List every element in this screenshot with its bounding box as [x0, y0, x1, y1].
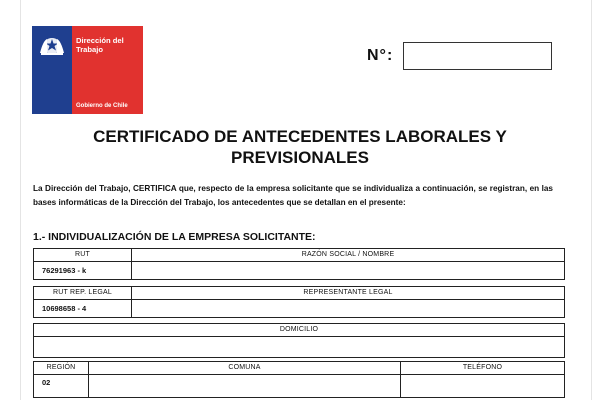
rut-value: 76291963 - k: [34, 262, 132, 279]
region-header: REGIÓN: [34, 362, 89, 374]
logo-footer: Gobierno de Chile: [76, 103, 128, 109]
region-value: 02: [34, 375, 89, 397]
direccion-del-trabajo-logo: [32, 26, 143, 114]
rut-rep-value: 10698658 - 4: [34, 300, 132, 317]
logo-blue-block: [32, 26, 72, 114]
title-line2: PREVISIONALES: [231, 148, 369, 167]
section-1-heading: 1.- INDIVIDUALIZACIÓN DE LA EMPRESA SOLICITANTE:: [33, 231, 316, 243]
chile-coat-of-arms-icon: [37, 33, 67, 57]
logo-title: [76, 36, 124, 54]
domicilio-header: DOMICILIO: [279, 326, 319, 333]
legal-rep-table: [33, 286, 565, 318]
title-line1: CERTIFICADO DE ANTECEDENTES LABORALES Y: [93, 127, 507, 146]
comuna-header: COMUNA: [89, 362, 401, 374]
logo-title-line1: Dirección del: [76, 36, 124, 45]
telefono-value: [401, 375, 564, 397]
intro-paragraph: La Dirección del Trabajo, CERTIFICA que, respecto de la empresa solicitante que se individualiza a continuación, se registran, en las bases informáticas de la Dirección del Trabajo, los antecedentes que se detallan en el presente:: [33, 184, 553, 207]
domicilio-value: [34, 337, 564, 357]
number-label: N°:: [367, 47, 394, 64]
logo-title-line2: Trabajo: [76, 45, 104, 54]
number-field[interactable]: [403, 42, 552, 70]
rep-header: REPRESENTANTE LEGAL: [303, 289, 393, 296]
rut-rep-header: RUT REP. LEGAL: [34, 287, 132, 299]
company-table: [33, 248, 565, 280]
address-table: [33, 323, 565, 358]
rep-value: [132, 300, 564, 317]
name-value: [132, 262, 564, 279]
name-header: RAZÓN SOCIAL / NOMBRE: [301, 251, 395, 258]
rut-header: RUT: [34, 249, 132, 261]
location-table: [33, 361, 565, 398]
document-title: [30, 126, 570, 168]
telefono-header: TELÉFONO: [462, 364, 503, 371]
comuna-value: [89, 375, 401, 397]
